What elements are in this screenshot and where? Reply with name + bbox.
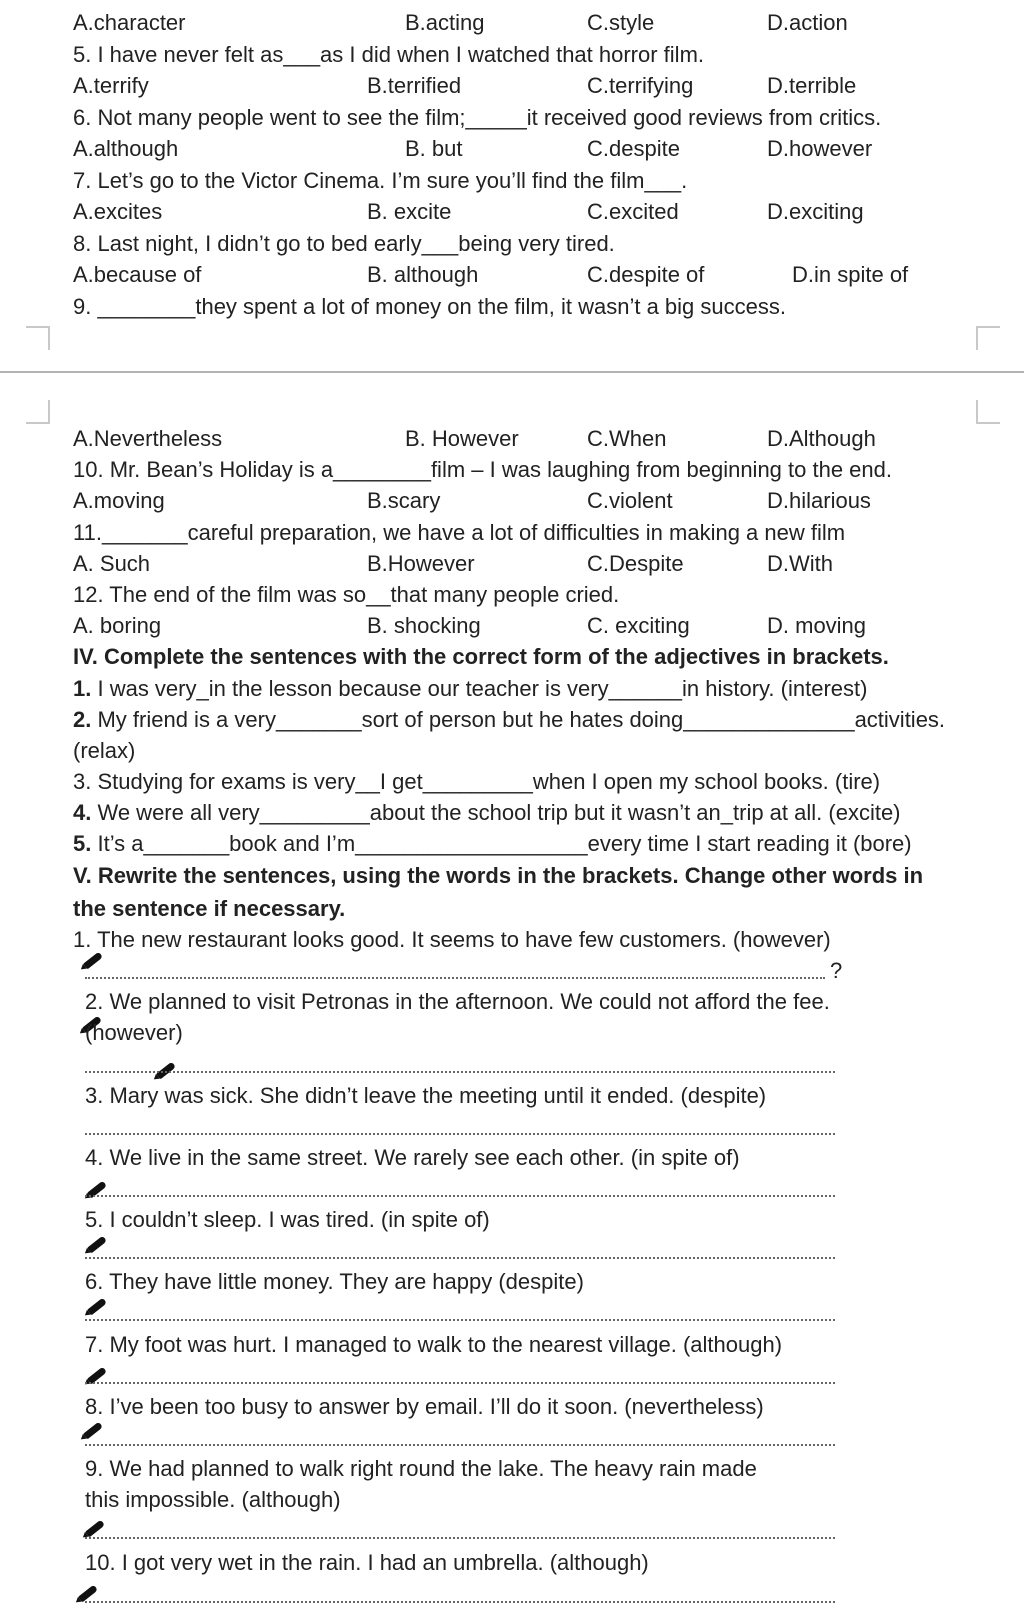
option-a: A.because of [73,262,202,287]
option-b: B. However [405,426,519,451]
rewrite-3: 3. Mary was sick. She didn’t leave the meeting until it ended. (despite) [85,1083,767,1108]
option-d: D.action [767,10,848,35]
pencil-icon [83,952,103,970]
option-d: D.however [767,136,873,161]
option-c: C.When [587,426,667,451]
question-8: 8. Last night, I didn’t go to bed early___being very tired. [73,231,615,256]
option-c: C.Despite [587,551,684,576]
option-b: B.terrified [367,73,462,98]
section-5-heading-cont: the sentence if necessary. [73,896,346,921]
section-4-sentence-4 [73,800,901,826]
page-divider [0,371,1024,373]
rewrite-2-cont: (however) [85,1020,183,1045]
sentence-text: My friend is a very_______sort of person but he hates doing______________activities. [91,707,946,732]
option-b: B. although [367,262,479,287]
option-a: A. boring [73,613,162,638]
option-a: A.terrify [73,73,149,98]
q8-options [0,262,1024,288]
question-10: 10. Mr. Bean’s Holiday is a________film – I was laughing from beginning to the end. [73,457,892,482]
option-a: A.Nevertheless [73,426,223,451]
crop-mark [26,400,50,424]
rewrite-9-cont: this impossible. (although) [85,1487,341,1512]
option-d: D.exciting [767,199,864,224]
question-6: 6. Not many people went to see the film;_____it received good reviews from critics. [73,105,882,130]
option-d: D.hilarious [767,488,871,513]
pencil-icon [78,1585,98,1603]
option-d: D. moving [767,613,867,638]
q12-options [0,613,1024,639]
q11-options [0,551,1024,577]
option-c: C.despite of [587,262,705,287]
pencil-icon [83,1422,103,1440]
question-mark: ? [830,958,843,983]
answer-line[interactable] [85,977,825,979]
answer-line[interactable] [85,1382,835,1384]
answer-line[interactable] [85,1444,835,1446]
rewrite-8: 8. I’ve been too busy to answer by email. I’ll do it soon. (nevertheless) [85,1394,764,1419]
rewrite-6: 6. They have little money. They are happy (despite) [85,1269,584,1294]
q7-options [0,199,1024,225]
option-c: C.violent [587,488,673,513]
option-a: A.although [73,136,179,161]
option-b: B.scary [367,488,441,513]
rewrite-4: 4. We live in the same street. We rarely see each other. (in spite of) [85,1145,740,1170]
option-a: A. Such [73,551,151,576]
answer-line[interactable] [85,1133,835,1135]
answer-line[interactable] [85,1319,835,1321]
answer-line[interactable] [85,1257,835,1259]
section-4-sentence-2 [73,707,945,733]
question-7: 7. Let’s go to the Victor Cinema. I’m sure you’ll find the film___. [73,168,688,193]
question-11: 11._______careful preparation, we have a lot of difficulties in making a new film [73,520,846,545]
section-4-sentence-2-cont: (relax) [73,738,136,763]
q5-options [0,73,1024,99]
option-c: C.despite [587,136,680,161]
crop-mark [976,400,1000,424]
question-5: 5. I have never felt as___as I did when I watched that horror film. [73,42,705,67]
sentence-number: 1. [73,676,92,701]
sentence-number: 2. [73,707,92,732]
section-4-sentence-3: 3. Studying for exams is very__I get_________when I open my school books. (tire) [73,769,881,794]
sentence-text: We were all very_________about the school trip but it wasn’t an_trip at all. (excite) [91,800,901,825]
answer-line[interactable] [85,1195,835,1197]
section-4-heading: IV. Complete the sentences with the correct form of the adjectives in brackets. [73,644,889,669]
answer-line[interactable] [85,1071,835,1073]
section-5-heading: V. Rewrite the sentences, using the words in the brackets. Change other words in [73,863,924,888]
option-d: D.Although [767,426,876,451]
answer-line[interactable] [85,1537,835,1539]
pencil-icon [87,1236,107,1254]
option-d: D.terrible [767,73,857,98]
answer-line[interactable] [85,1601,835,1603]
q6-options [0,136,1024,162]
option-a: A.moving [73,488,165,513]
q9-options [0,426,1024,452]
section-4-sentence-1 [73,676,867,702]
option-a: A.character [73,10,186,35]
sentence-text: It’s a_______book and I’m___________________every time I start reading it (bore) [91,831,912,856]
option-d: D.in spite of [792,262,909,287]
question-9: 9. ________they spent a lot of money on the film, it wasn’t a big success. [73,294,786,319]
sentence-text: I was very_in the lesson because our teacher is very______in history. (interest) [91,676,868,701]
option-b: B.However [367,551,475,576]
question-12: 12. The end of the film was so__that many people cried. [73,582,620,607]
pencil-icon [85,1520,105,1538]
option-b: B.acting [405,10,485,35]
q10-options [0,488,1024,514]
rewrite-7: 7. My foot was hurt. I managed to walk to the nearest village. (although) [85,1332,783,1357]
option-c: C.terrifying [587,73,694,98]
option-c: C.style [587,10,655,35]
option-a: A.excites [73,199,163,224]
option-c: C.excited [587,199,679,224]
rewrite-9: 9. We had planned to walk right round the lake. The heavy rain made [85,1456,757,1481]
option-b: B. excite [367,199,452,224]
rewrite-2: 2. We planned to visit Petronas in the afternoon. We could not afford the fee. [85,989,830,1014]
option-b: B. but [405,136,463,161]
sentence-number: 5. [73,831,92,856]
sentence-number: 4. [73,800,92,825]
rewrite-5: 5. I couldn’t sleep. I was tired. (in spite of) [85,1207,490,1232]
option-d: D.With [767,551,833,576]
option-b: B. shocking [367,613,481,638]
pencil-icon [87,1298,107,1316]
section-4-sentence-5 [73,831,912,857]
rewrite-10: 10. I got very wet in the rain. I had an umbrella. (although) [85,1550,649,1575]
crop-mark [26,326,50,350]
rewrite-1: 1. The new restaurant looks good. It seems to have few customers. (however) [73,927,831,952]
option-c: C. exciting [587,613,690,638]
crop-mark [976,326,1000,350]
q4-options [0,10,1024,36]
